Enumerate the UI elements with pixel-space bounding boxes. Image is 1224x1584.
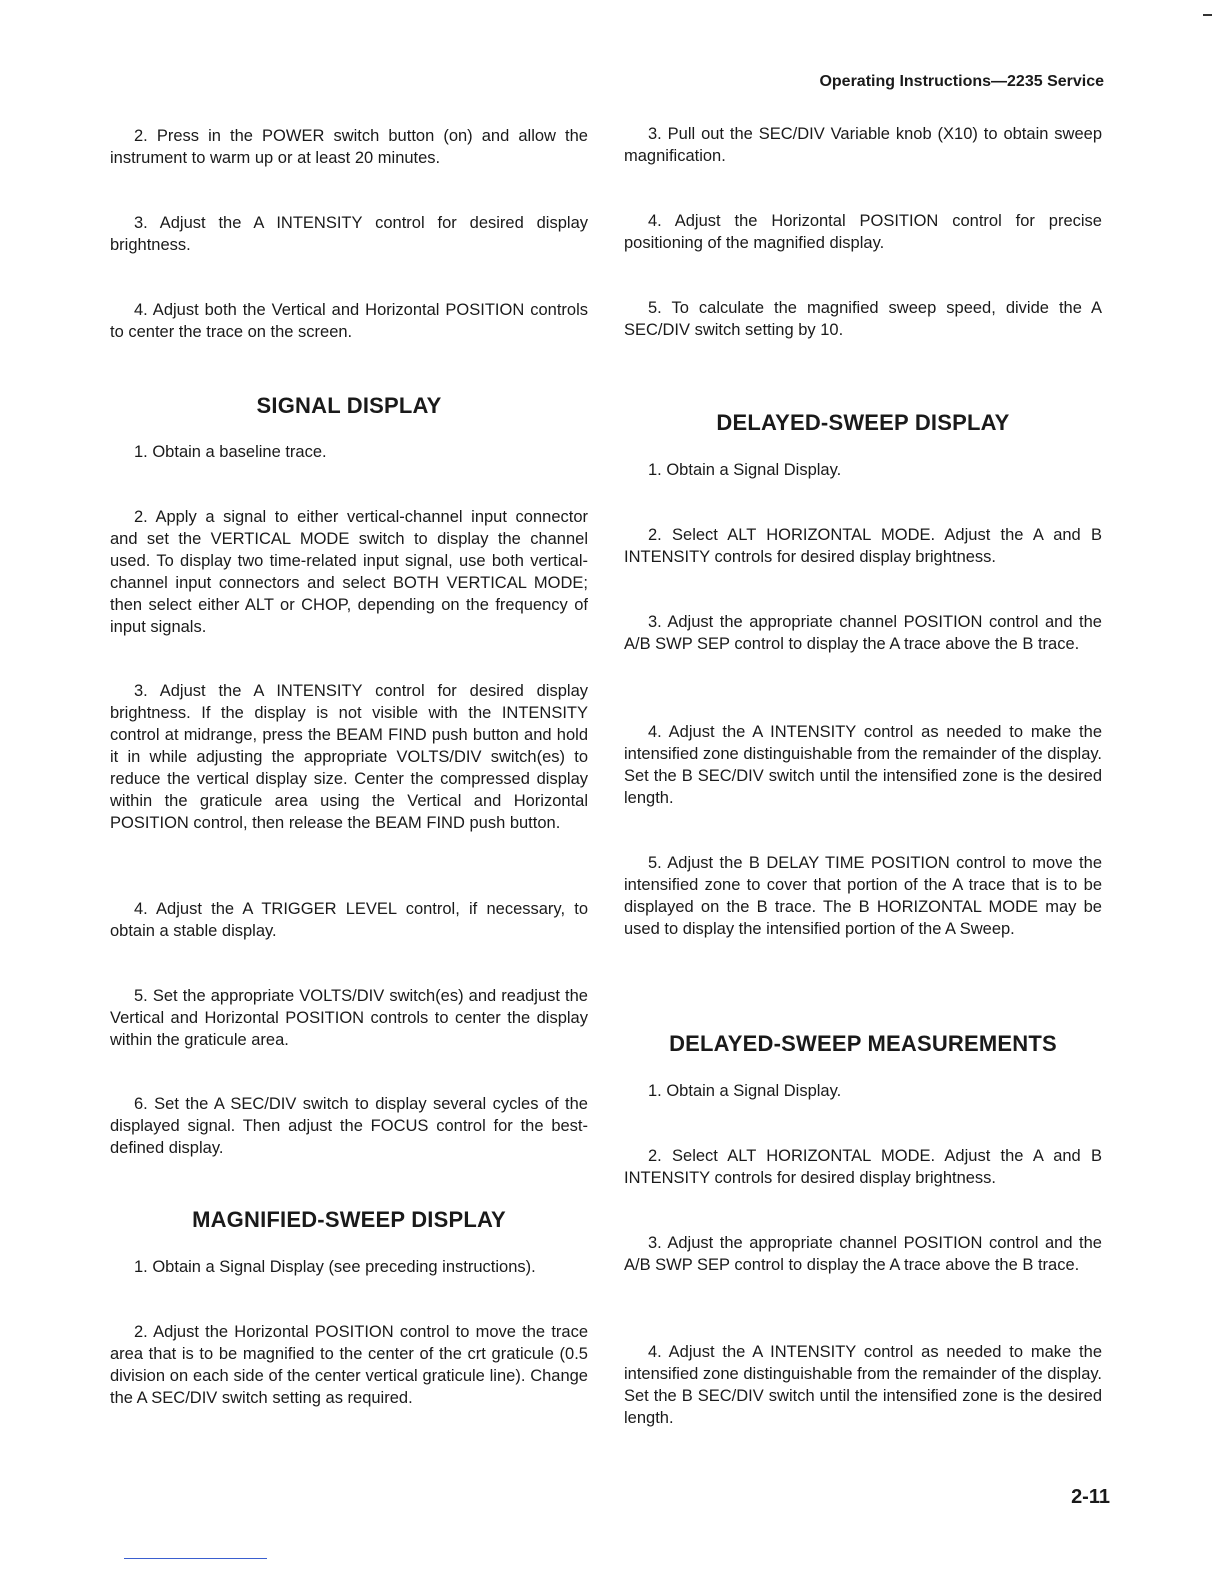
signal-display-heading: SIGNAL DISPLAY [256,393,442,418]
magnified-step-4: 4. Adjust the Horizontal POSITION control for precise positioning of the magnified display. [624,212,1102,252]
intro-step-2: 2. Press in the POWER switch button (on) and allow the instrument to warm up or at least 20 minutes. [110,127,588,167]
magnified-sweep-heading: MAGNIFIED-SWEEP DISPLAY [192,1207,506,1232]
right-column [624,0,1102,1584]
delayed-measure-step-2: 2. Select ALT HORIZONTAL MODE. Adjust the A and B INTENSITY controls for desired display brightness. [624,1147,1102,1187]
delayed-display-step-4: 4. Adjust the A INTENSITY control as needed to make the intensified zone distinguishable from the remainder of the display. Set the B SEC/DIV switch until the intensified zone is the desired length. [624,723,1102,807]
delayed-sweep-display-heading: DELAYED-SWEEP DISPLAY [716,410,1010,435]
delayed-display-step-5: 5. Adjust the B DELAY TIME POSITION control to move the intensified zone to cover that portion of the A trace that is to be displayed on the B trace. The B HORIZONTAL MODE may be used to display the intensified portion of the A Sweep. [624,854,1102,938]
signal-step-3: 3. Adjust the A INTENSITY control for desired display brightness. If the display is not visible with the INTENSITY control at midrange, press the BEAM FIND push button and hold it in while adjusting the appropriate VOLTS/DIV switch(es) to reduce the vertical display size. Center the compressed display within the graticule area using the Vertical and Horizontal POSITION control, then release the BEAM FIND push button. [110,682,588,832]
magnified-step-1: 1. Obtain a Signal Display (see preceding instructions). [134,1258,536,1276]
magnified-step-3: 3. Pull out the SEC/DIV Variable knob (X10) to obtain sweep magnification. [624,125,1102,165]
signal-step-2: 2. Apply a signal to either vertical-channel input connector and set the VERTICAL MODE switch to display the channel used. To display two time-related input signal, use both vertical-channel input connectors and select BOTH VERTICAL MODE; then select either ALT or CHOP, depending on the frequency of input signals. [110,508,588,636]
intro-step-4: 4. Adjust both the Vertical and Horizontal POSITION controls to center the trace on the screen. [110,301,588,341]
delayed-display-step-3: 3. Adjust the appropriate channel POSITION control and the A/B SWP SEP control to display the A trace above the B trace. [624,613,1102,653]
delayed-measure-step-1: 1. Obtain a Signal Display. [648,1082,842,1100]
delayed-display-step-1: 1. Obtain a Signal Display. [648,461,842,479]
left-column [110,0,588,1584]
signal-step-4: 4. Adjust the A TRIGGER LEVEL control, if necessary, to obtain a stable display. [110,900,588,940]
intro-step-3: 3. Adjust the A INTENSITY control for desired display brightness. [110,214,588,254]
delayed-display-step-2: 2. Select ALT HORIZONTAL MODE. Adjust the A and B INTENSITY controls for desired display brightness. [624,526,1102,566]
running-header: Operating Instructions—2235 Service [819,73,1104,90]
delayed-sweep-measurements-heading: DELAYED-SWEEP MEASUREMENTS [669,1031,1057,1056]
magnified-step-5: 5. To calculate the magnified sweep speed, divide the A SEC/DIV switch setting by 10. [624,299,1102,339]
delayed-measure-step-4: 4. Adjust the A INTENSITY control as needed to make the intensified zone distinguishable from the remainder of the display. Set the B SEC/DIV switch until the intensified zone is the desired length. [624,1343,1102,1427]
delayed-measure-step-3: 3. Adjust the appropriate channel POSITION control and the A/B SWP SEP control to display the A trace above the B trace. [624,1234,1102,1274]
signal-step-6: 6. Set the A SEC/DIV switch to display several cycles of the displayed signal. Then adjust the FOCUS control for the best-defined display. [110,1095,588,1157]
footer-rule [124,1558,267,1559]
magnified-step-2: 2. Adjust the Horizontal POSITION control to move the trace area that is to be magnified to the center of the crt graticule (0.5 division on each side of the center vertical graticule line). Change the A SEC/DIV switch setting as required. [110,1323,588,1407]
corner-mark [1203,14,1212,16]
page-number: 2-11 [1071,1486,1110,1508]
signal-step-1: 1. Obtain a baseline trace. [134,443,327,461]
signal-step-5: 5. Set the appropriate VOLTS/DIV switch(es) and readjust the Vertical and Horizontal POSITION controls to center the display within the graticule area. [110,987,588,1049]
